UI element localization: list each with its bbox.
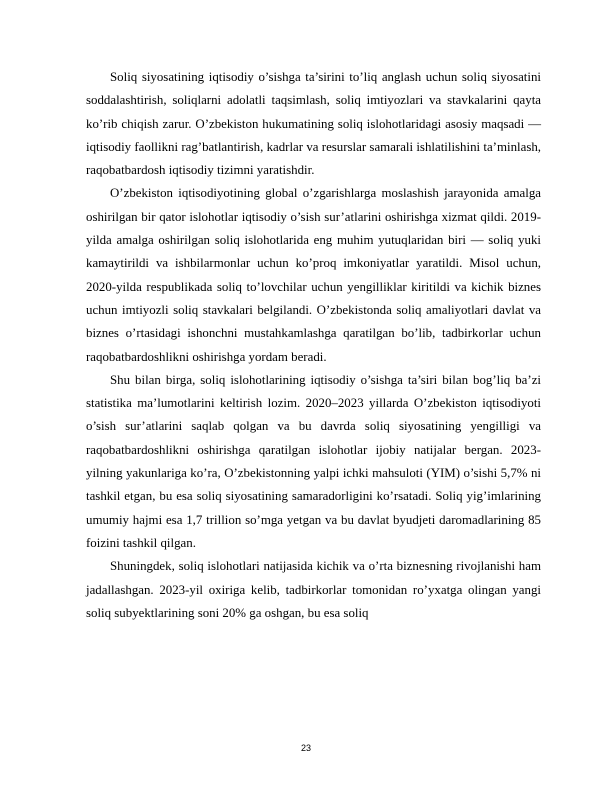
paragraph-2: O’zbekiston iqtisodiyotining global o’zgarishlarga moslashish jarayonida amalga oshirilgan bir qator islohotlar iqtisodiy o’sish sur’atlarini oshirishga xizmat qildi. 2019-yilda amalga oshirilgan soliq islohotlarida eng muhim yutuqlaridan biri — soliq yuki kamaytirildi va ishbilarmonlar uchun ko’proq imkoniyatlar yaratildi. Misol uchun, 2020-yilda respublikada soliq to’lovchilar uchun yengilliklar kiritildi va kichik biznes uchun imtiyozli soliq stavkalari belgilandi. O’zbekistonda soliq amaliyotlari davlat va biznes o’rtasidagi ishonchni mustahkamlashga qaratilgan bo’lib, tadbirkorlar uchun raqobatbardoshlikni oshirishga yordam beradi. — [86, 186, 541, 364]
paragraph-1: Soliq siyosatining iqtisodiy o’sishga ta’sirini to’liq anglash uchun soliq siyosatini soddalashtirish, soliqlarni adolatli taqsimlash, soliq imtiyozlari va stavkalarini qayta ko’rib chiqish zarur. O’zbekiston hukumatining soliq islohotlaridagi asosiy maqsadi — iqtisodiy faollikni rag’batlantirish, kadrlar va resurslar samarali ishlatilishini ta’minlash, raqobatbardosh iqtisodiy tizimni yaratishdir. — [86, 70, 541, 178]
paragraph-3: Shu bilan birga, soliq islohotlarining iqtisodiy o’sishga ta’siri bilan bog’liq ba’zi statistika ma’lumotlarini keltirish lozim. 2020–2023 yillarda O’zbekiston iqtisodiyoti o’sish sur’atlarini saqlab qolgan va bu davrda soliq siyosatining yengilligi va raqobatbardoshlikni oshirishga qaratilgan islohotlar ijobiy natijalar bergan. 2023-yilning yakunlariga ko’ra, O’zbekistonning yalpi ichki mahsuloti (YIM) o’sishi 5,7% ni tashkil etgan, bu esa soliq siyosatining samaradorligini ko’rsatadi. Soliq yig’imlarining umumiy hajmi esa 1,7 trillion so’mga yetgan va bu davlat byudjeti daromadlarining 85 foizini tashkil qilgan. — [86, 372, 541, 550]
document-body — [86, 66, 541, 625]
page-number: 23 — [300, 743, 311, 753]
paragraph-4: Shuningdek, soliq islohotlari natijasida kichik va o’rta biznesning rivojlanishi ham jadallashgan. 2023-yil oxiriga kelib, tadbirkorlar tomonidan ro’yxatga olingan yangi soliq subyektlarining soni 20% ga oshgan, bu esa soliq — [86, 559, 541, 620]
